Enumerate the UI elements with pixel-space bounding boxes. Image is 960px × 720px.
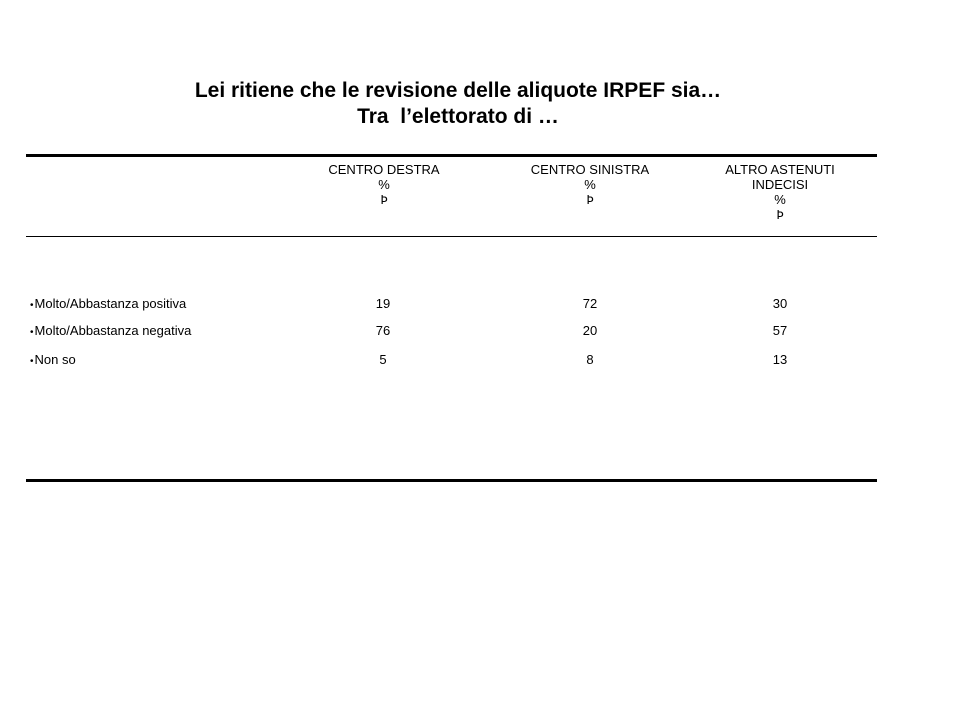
cell-centro-destra: 5 (379, 352, 387, 367)
page-title (0, 78, 916, 130)
table-bottom-rule (26, 479, 877, 482)
row-label-text: Molto/Abbastanza negativa (34, 323, 192, 338)
title-line-2: Tra l’elettorato di … (357, 105, 559, 128)
column-header-unit: % (584, 177, 596, 192)
table-row (26, 322, 877, 340)
row-label (30, 295, 186, 315)
cell-altro-astenuti-indecisi: 30 (772, 296, 788, 311)
header-divider (26, 236, 877, 237)
cell-centro-sinistra: 8 (586, 352, 594, 367)
column-header-label: CENTRO SINISTRA (530, 162, 650, 177)
cell-centro-sinistra: 72 (582, 296, 598, 311)
row-label (30, 322, 191, 342)
column-header-altro-astenuti-indecisi (695, 162, 865, 223)
row-label-text: Molto/Abbastanza positiva (34, 296, 187, 311)
cell-altro-astenuti-indecisi: 57 (772, 323, 788, 338)
column-header-label: CENTRO DESTRA (328, 162, 440, 177)
table-row (26, 351, 877, 369)
column-marker-icon: Þ (586, 193, 594, 207)
table-row (26, 295, 877, 313)
cell-centro-destra: 76 (375, 323, 391, 338)
cell-centro-sinistra: 20 (582, 323, 598, 338)
title-line-1: Lei ritiene che le revisione delle aliquote IRPEF sia… (194, 79, 722, 102)
column-header-label-2: INDECISI (751, 177, 809, 192)
column-header-label: ALTRO ASTENUTI (725, 162, 835, 177)
row-label-text: Non so (34, 352, 76, 367)
bullet-icon: • (30, 327, 34, 338)
column-marker-icon: Þ (380, 193, 388, 207)
column-header-unit: % (378, 177, 390, 192)
column-header-centro-destra (299, 162, 469, 208)
cell-altro-astenuti-indecisi: 13 (772, 352, 788, 367)
row-label (30, 351, 76, 371)
column-marker-icon: Þ (776, 208, 784, 222)
bullet-icon: • (30, 300, 34, 311)
table-top-rule (26, 154, 877, 157)
cell-centro-destra: 19 (375, 296, 391, 311)
column-header-centro-sinistra (505, 162, 675, 208)
column-header-unit: % (774, 192, 786, 207)
bullet-icon: • (30, 356, 34, 367)
